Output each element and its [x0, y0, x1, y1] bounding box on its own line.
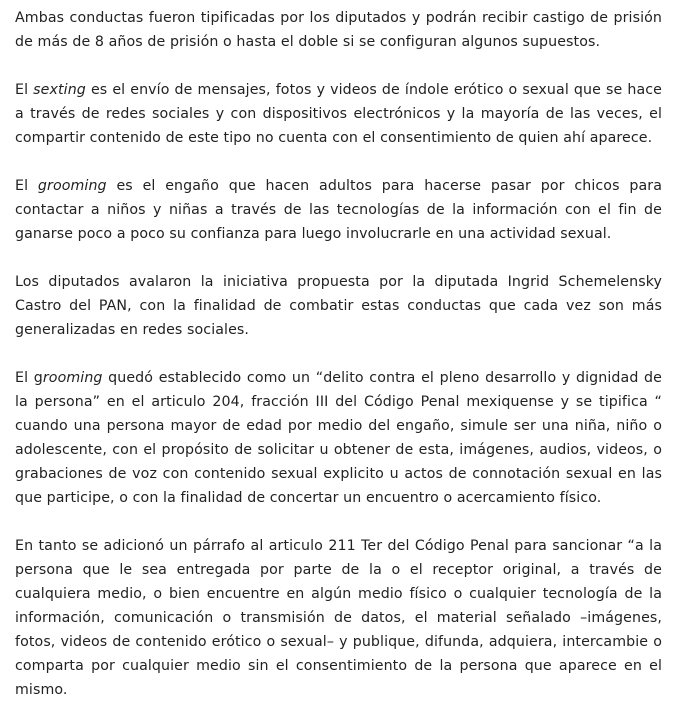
- paragraph-sexting-definition: [15, 78, 662, 150]
- paragraph-article-211-ter: [15, 534, 662, 702]
- paragraph-grooming-definition: [15, 174, 662, 246]
- paragraph-text-rest: es el engaño que hacen adultos para hacerse pasar por chicos para contactar a niños y niñas a través de las tecnologías de la información con el fin de ganarse poco a poco su confianza para luego involucrarle en una actividad sexual.: [15, 178, 663, 242]
- paragraph-text: En tanto se adicionó un párrafo al articulo 211 Ter del Código Penal para sancionar “a la persona que le sea entregada por parte de la o el receptor original, a través de cualquiera medio, o bien encuentre en algún medio físico o cualquier tecnología de la información, comunicación o transmisión de datos, el material señalado –imágenes, fotos, videos de contenido erótico o sexual– y publique, difunda, adquiera, intercambie o comparta por cualquier medio sin el consentimiento de la persona que aparece en el mismo.: [15, 538, 662, 698]
- term-grooming: grooming: [37, 178, 107, 194]
- paragraph-text-lead: El g: [15, 370, 43, 386]
- paragraph-text-rest: es el envío de mensajes, fotos y videos de índole erótico o sexual que se hace a través de redes sociales y con dispositivos electrónicos y la mayoría de las veces, el compartir contenido de este tipo no cuenta con el consentimiento de quien ahí aparece.: [15, 82, 662, 146]
- paragraph-initiative: [15, 270, 662, 342]
- paragraph-penalties: [15, 6, 662, 54]
- paragraph-text: Los diputados avalaron la iniciativa propuesta por la diputada Ingrid Schemelensky Castro del PAN, con la finalidad de combatir estas conductas que cada vez son más generalizadas en redes sociales.: [15, 274, 662, 338]
- term-sexting: sexting: [33, 82, 86, 98]
- paragraph-text-lead: El: [15, 178, 38, 194]
- paragraph-text-rest: quedó establecido como un “delito contra el pleno desarrollo y dignidad de la persona” en el articulo 204, fracción III del Código Penal mexiquense y se tipifica “ cuando una persona mayor de edad por medio del engaño, simule ser una niña, niño o adolescente, con el propósito de solicitar u obtener de esta, imágenes, audios, videos, o grabaciones de voz con contenido sexual explicito u actos de connotación sexual en las que participe, o con la finalidad de concertar un encuentro o acercamiento físico.: [15, 370, 662, 506]
- paragraph-grooming-article-204: [15, 366, 662, 510]
- paragraph-text-lead: El: [15, 82, 34, 98]
- term-grooming: rooming: [42, 370, 103, 386]
- paragraph-text: Ambas conductas fueron tipificadas por los diputados y podrán recibir castigo de prisión de más de 8 años de prisión o hasta el doble si se configuran algunos supuestos.: [15, 10, 662, 50]
